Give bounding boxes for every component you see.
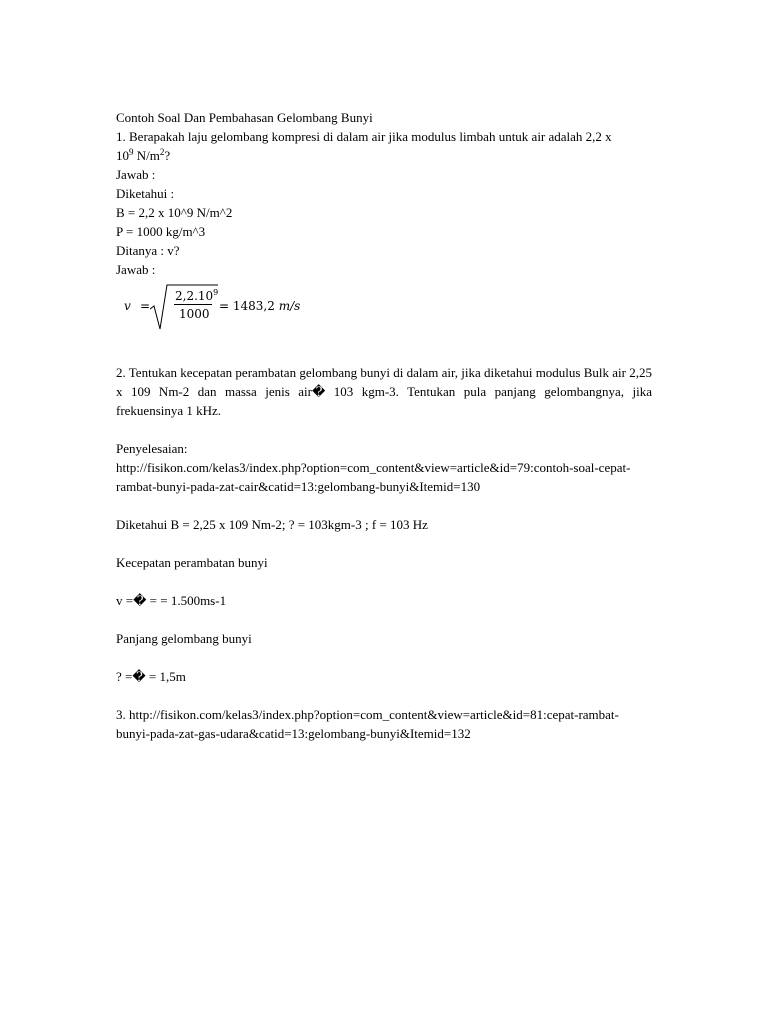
question-2-text: 2. Tentukan kecepatan perambatan gelombang bunyi di dalam air, jika diketahui modulus Bulk air 2,25 x 109 Nm-2 dan massa jenis air� 103 kgm-3. Tentukan pula panjang gelombangnya, jika frekuensinya 1 kHz.	[116, 365, 652, 418]
speed-label: Kecepatan perambatan bunyi	[116, 555, 268, 570]
formula-denominator: 1000	[179, 307, 210, 321]
answer-label: Jawab :	[116, 167, 156, 182]
reference-link[interactable]: http://fisikon.com/kelas3/index.php?option=com_content&view=article&id=79:contoh-soal-cepat-rambat-bunyi-pada-zat-cair&catid=13:gelombang-bunyi&Itemid=130	[116, 460, 631, 494]
wavelength-label: Panjang gelombang bunyi	[116, 631, 252, 646]
solution-label: Penyelesaian:	[116, 441, 188, 456]
asked-label: Ditanya : v?	[116, 243, 180, 258]
document-body	[116, 108, 652, 743]
formula-numerator: 2,2.10$^9$	[175, 288, 219, 303]
wavelength-value: ? =� = 1,5m	[116, 669, 186, 684]
question-1-text-cont: $10^9$ $N/m^2$?	[116, 147, 171, 163]
document-title: Contoh Soal Dan Pembahasan Gelombang Bunyi	[116, 110, 373, 125]
formula-equals: =	[140, 299, 151, 313]
formula-variable: v	[124, 299, 131, 313]
speed-value: v =� = = 1.500ms-1	[116, 593, 227, 608]
question-1-text: 1. Berapakah laju gelombang kompresi di dalam air jika modulus limbah untuk air adalah 2,2 x	[116, 129, 612, 144]
speed-formula	[124, 283, 652, 333]
given-label: Diketahui :	[116, 186, 175, 201]
answer-label-2: Jawab :	[116, 262, 156, 277]
given-values: Diketahui B = 2,25 x 109 Nm-2; ? = 103kgm-3 ; f = 103 Hz	[116, 517, 428, 532]
given-density: P = 1000 kg/m^3	[116, 224, 206, 239]
formula-result: = 1483,2 m/s	[219, 299, 301, 313]
given-bulk-modulus: B = 2,2 x 10^9 N/m^2	[116, 205, 233, 220]
question-3-link[interactable]: 3. http://fisikon.com/kelas3/index.php?option=com_content&view=article&id=81:cepat-rambat-bunyi-pada-zat-gas-udara&catid=13:gelombang-bunyi&Itemid=132	[116, 707, 619, 741]
